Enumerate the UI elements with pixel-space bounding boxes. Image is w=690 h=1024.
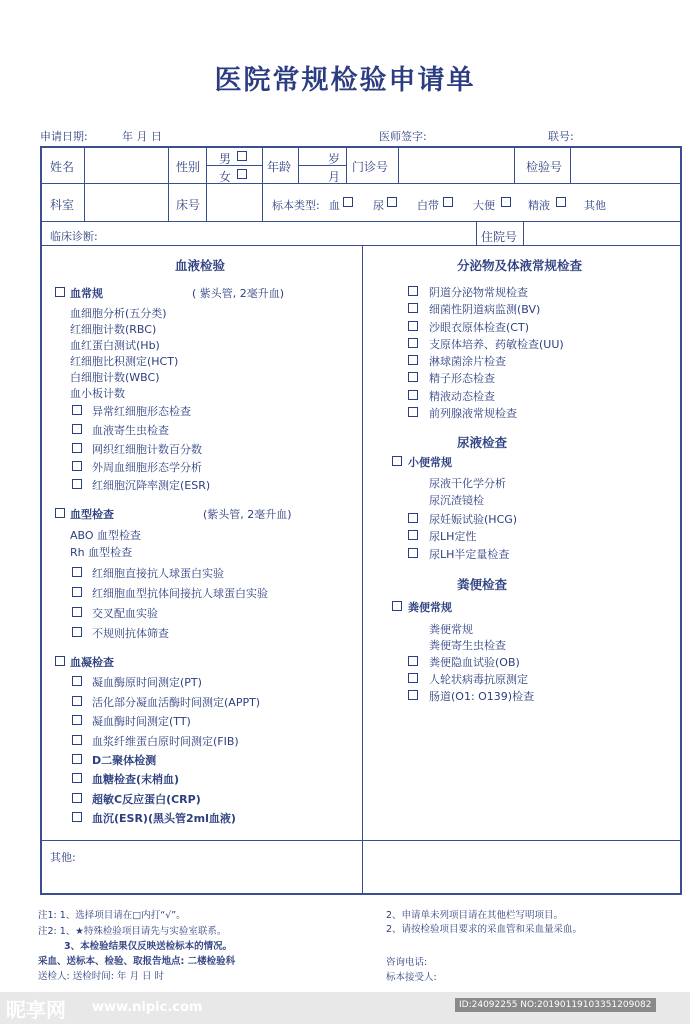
other-label: 其他: — [50, 851, 76, 864]
coagulation-checkbox[interactable] — [55, 656, 65, 666]
bed-no-label: 床号 — [176, 198, 201, 212]
test-checkbox[interactable] — [408, 338, 418, 348]
note-4: 采血、送标本、检验、取报告地点: 二楼检验科 — [38, 956, 236, 967]
urine-routine-checkbox[interactable] — [392, 456, 402, 466]
test-checkbox[interactable] — [408, 390, 418, 400]
test-item-label: 精液动态检查 — [429, 390, 495, 403]
stool-item: 粪便寄生虫检查 — [429, 639, 506, 652]
test-item-label: 细菌性阴道病监测(BV) — [429, 303, 541, 316]
urine-routine-title: 小便常规 — [408, 456, 452, 469]
age-year-unit: 岁 — [328, 152, 341, 166]
note-5: 送检人: 送检时间: 年 月 日 时 — [38, 971, 165, 982]
test-item-label: 前列腺液常规检查 — [429, 407, 517, 420]
watermark-logo: 昵享网 — [6, 998, 66, 1022]
center-divider — [362, 245, 363, 895]
outpatient-no-field[interactable] — [399, 148, 513, 182]
blood-routine-item: 血红蛋白测试(Hb) — [70, 339, 160, 352]
col-divider — [346, 147, 347, 183]
doctor-sign-label: 医师签字: — [379, 130, 427, 143]
test-item-label: 尿LH定性 — [429, 530, 477, 543]
inpatient-no-field[interactable] — [525, 223, 680, 243]
test-checkbox[interactable] — [72, 461, 82, 471]
department-label: 科室 — [50, 198, 75, 212]
test-checkbox[interactable] — [408, 656, 418, 666]
name-field[interactable] — [84, 148, 167, 182]
department-field[interactable] — [85, 184, 167, 220]
note-right-1: 2、申请单未列项目请在其他栏写明项目。 — [386, 910, 564, 921]
blood-test-heading: 血液检验 — [175, 258, 226, 273]
test-checkbox[interactable] — [72, 607, 82, 617]
test-checkbox[interactable] — [72, 754, 82, 764]
urine-heading: 尿液检查 — [457, 435, 508, 450]
test-checkbox[interactable] — [72, 405, 82, 415]
test-checkbox[interactable] — [72, 424, 82, 434]
stool-item: 粪便常规 — [429, 623, 473, 636]
test-item-label: 红细胞血型抗体间接抗人球蛋白实验 — [92, 587, 268, 600]
test-item-label: 凝血酶原时间测定(PT) — [92, 676, 202, 689]
urine-item: 尿液干化学分析 — [429, 477, 506, 490]
test-item-label: 尿LH半定量检查 — [429, 548, 510, 561]
test-checkbox[interactable] — [408, 286, 418, 296]
clinical-diagnosis-label: 临床诊断: — [50, 230, 98, 243]
form-title: 医院常规检验申请单 — [214, 65, 476, 96]
stool-heading: 粪便检查 — [457, 577, 508, 592]
test-no-field[interactable] — [571, 148, 680, 182]
blood-routine-item: 红细胞比积测定(HCT) — [70, 355, 179, 368]
test-checkbox[interactable] — [408, 355, 418, 365]
inpatient-no-label: 住院号 — [481, 230, 518, 244]
test-item-label: 肠道(O1: O139)检查 — [429, 690, 535, 703]
test-checkbox[interactable] — [408, 513, 418, 523]
blood-type-title: 血型检查 — [70, 508, 114, 521]
blood-routine-title: 血常规 — [70, 287, 103, 300]
test-item-label: 外周血细胞形态学分析 — [92, 461, 202, 474]
gender-male-checkbox[interactable] — [237, 151, 247, 161]
test-item-label: 不规则抗体筛查 — [92, 627, 169, 640]
other-field[interactable] — [42, 842, 360, 893]
test-item-label: 人轮状病毒抗原测定 — [429, 673, 528, 686]
test-checkbox[interactable] — [408, 303, 418, 313]
specimen-stool-label: 大便 — [473, 199, 495, 212]
test-checkbox[interactable] — [72, 567, 82, 577]
test-checkbox[interactable] — [72, 627, 82, 637]
test-item-label: 淋球菌涂片检查 — [429, 355, 506, 368]
col-divider — [262, 183, 263, 221]
test-item-label: 超敏C反应蛋白(CRP) — [92, 793, 201, 806]
stool-routine-title: 粪便常规 — [408, 601, 452, 614]
test-item-label: 沙眼衣原体检查(CT) — [429, 321, 529, 334]
test-checkbox[interactable] — [408, 372, 418, 382]
test-checkbox[interactable] — [72, 587, 82, 597]
name-label: 姓名 — [50, 160, 75, 174]
test-checkbox[interactable] — [72, 696, 82, 706]
specimen-urine-label: 尿 — [373, 199, 384, 212]
test-checkbox[interactable] — [72, 479, 82, 489]
test-item-label: D二聚体检测 — [92, 754, 157, 767]
test-checkbox[interactable] — [408, 548, 418, 558]
test-item-label: 支原体培养、药敏检查(UU) — [429, 338, 564, 351]
test-item-label: 阴道分泌物常规检查 — [429, 286, 528, 299]
col-divider — [514, 147, 515, 183]
test-checkbox[interactable] — [72, 735, 82, 745]
row-divider — [40, 221, 682, 222]
test-item-label: 网织红细胞计数百分数 — [92, 443, 202, 456]
gender-label: 性别 — [176, 160, 201, 174]
gender-female-checkbox[interactable] — [237, 169, 247, 179]
specimen-leucorrhea-checkbox[interactable] — [443, 197, 453, 207]
test-checkbox[interactable] — [72, 773, 82, 783]
note-2: 注2: 1、★特殊检验项目请先与实验室联系。 — [38, 926, 227, 937]
blood-routine-checkbox[interactable] — [55, 287, 65, 297]
test-no-label: 检验号 — [526, 160, 563, 174]
test-checkbox[interactable] — [408, 530, 418, 540]
copy-number-label: 联号: — [548, 130, 574, 143]
row-divider — [40, 245, 682, 246]
test-checkbox[interactable] — [408, 321, 418, 331]
col-divider — [168, 147, 169, 221]
blood-type-item: ABO 血型检查 — [70, 529, 142, 542]
age-month-unit: 月 — [328, 170, 341, 184]
test-item-label: 红细胞直接抗人球蛋白实验 — [92, 567, 224, 580]
consult-phone-label: 咨询电话: — [386, 957, 428, 968]
watermark-url: www.nipic.com — [92, 1000, 203, 1015]
test-item-label: 异常红细胞形态检查 — [92, 405, 191, 418]
stool-routine-checkbox[interactable] — [392, 601, 402, 611]
blood-routine-item: 红细胞计数(RBC) — [70, 323, 157, 336]
test-item-label: 红细胞沉降率测定(ESR) — [92, 479, 211, 492]
test-checkbox[interactable] — [408, 673, 418, 683]
specimen-blood-checkbox[interactable] — [343, 197, 353, 207]
blood-routine-item: 白细胞计数(WBC) — [70, 371, 160, 384]
test-item-label: 凝血酶时间测定(TT) — [92, 715, 191, 728]
watermark-id: ID:24092255 NO:20190119103351209082 — [455, 998, 656, 1012]
bed-no-field[interactable] — [207, 184, 261, 220]
blood-routine-item: 血小板计数 — [70, 387, 125, 400]
gender-female-label: 女 — [219, 170, 232, 184]
note-3: 3、本检验结果仅反映送检标本的情况。 — [64, 941, 233, 952]
test-checkbox[interactable] — [72, 676, 82, 686]
col-divider — [262, 147, 263, 183]
specimen-type-label: 标本类型: — [272, 199, 320, 212]
test-checkbox[interactable] — [72, 715, 82, 725]
blood-routine-item: 血细胞分析(五分类) — [70, 307, 167, 320]
test-checkbox[interactable] — [408, 407, 418, 417]
secretion-heading: 分泌物及体液常规检查 — [457, 258, 583, 273]
row-divider — [40, 840, 682, 841]
test-item-label: 尿妊娠试验(HCG) — [429, 513, 518, 526]
col-divider — [476, 221, 477, 245]
specimen-semen-label: 精液 — [528, 199, 550, 212]
test-checkbox[interactable] — [72, 793, 82, 803]
test-item-label: 活化部分凝血活酶时间测定(APPT) — [92, 696, 261, 709]
test-checkbox[interactable] — [408, 690, 418, 700]
gender-male-label: 男 — [219, 152, 232, 166]
gender-divider — [206, 165, 262, 166]
age-label: 年龄 — [267, 160, 292, 174]
coagulation-title: 血凝检查 — [70, 656, 114, 669]
urine-item: 尿沉渣镜检 — [429, 494, 484, 507]
test-checkbox[interactable] — [72, 812, 82, 822]
specimen-other-label: 其他 — [584, 199, 606, 212]
test-item-label: 血沉(ESR)(黑头管2ml血液) — [92, 812, 236, 825]
test-item-label: 粪便隐血试验(OB) — [429, 656, 520, 669]
col-divider — [298, 147, 299, 183]
test-item-label: 交叉配血实验 — [92, 607, 158, 620]
specimen-stool-checkbox[interactable] — [501, 197, 511, 207]
apply-date-units: 年 月 日 — [122, 130, 162, 143]
note-1: 注1: 1、选择项目请在□内打“√”。 — [38, 910, 186, 921]
note-right-2: 2、请按检验项目要求的采血管和采血量采血。 — [386, 924, 583, 935]
specimen-urine-checkbox[interactable] — [387, 197, 397, 207]
specimen-leucorrhea-label: 白带 — [417, 199, 439, 212]
test-item-label: 血液寄生虫检查 — [92, 424, 169, 437]
test-checkbox[interactable] — [72, 443, 82, 453]
blood-type-checkbox[interactable] — [55, 508, 65, 518]
apply-date-label: 申请日期: — [40, 130, 88, 143]
test-item-label: 血浆纤维蛋白原时间测定(FIB) — [92, 735, 239, 748]
blood-type-item: Rh 血型检查 — [70, 546, 133, 559]
test-item-label: 血糖检查(末梢血) — [92, 773, 180, 786]
specimen-blood-label: 血 — [329, 199, 340, 212]
test-item-label: 精子形态检查 — [429, 372, 495, 385]
clinical-diagnosis-field[interactable] — [110, 223, 474, 243]
specimen-semen-checkbox[interactable] — [556, 197, 566, 207]
outpatient-no-label: 门诊号 — [352, 160, 389, 174]
specimen-receiver-label: 标本接受人: — [386, 972, 437, 983]
blood-routine-tube: ( 紫头管, 2毫升血) — [192, 287, 285, 300]
col-divider — [523, 221, 524, 245]
blood-type-tube: (紫头管, 2毫升血) — [203, 508, 292, 521]
